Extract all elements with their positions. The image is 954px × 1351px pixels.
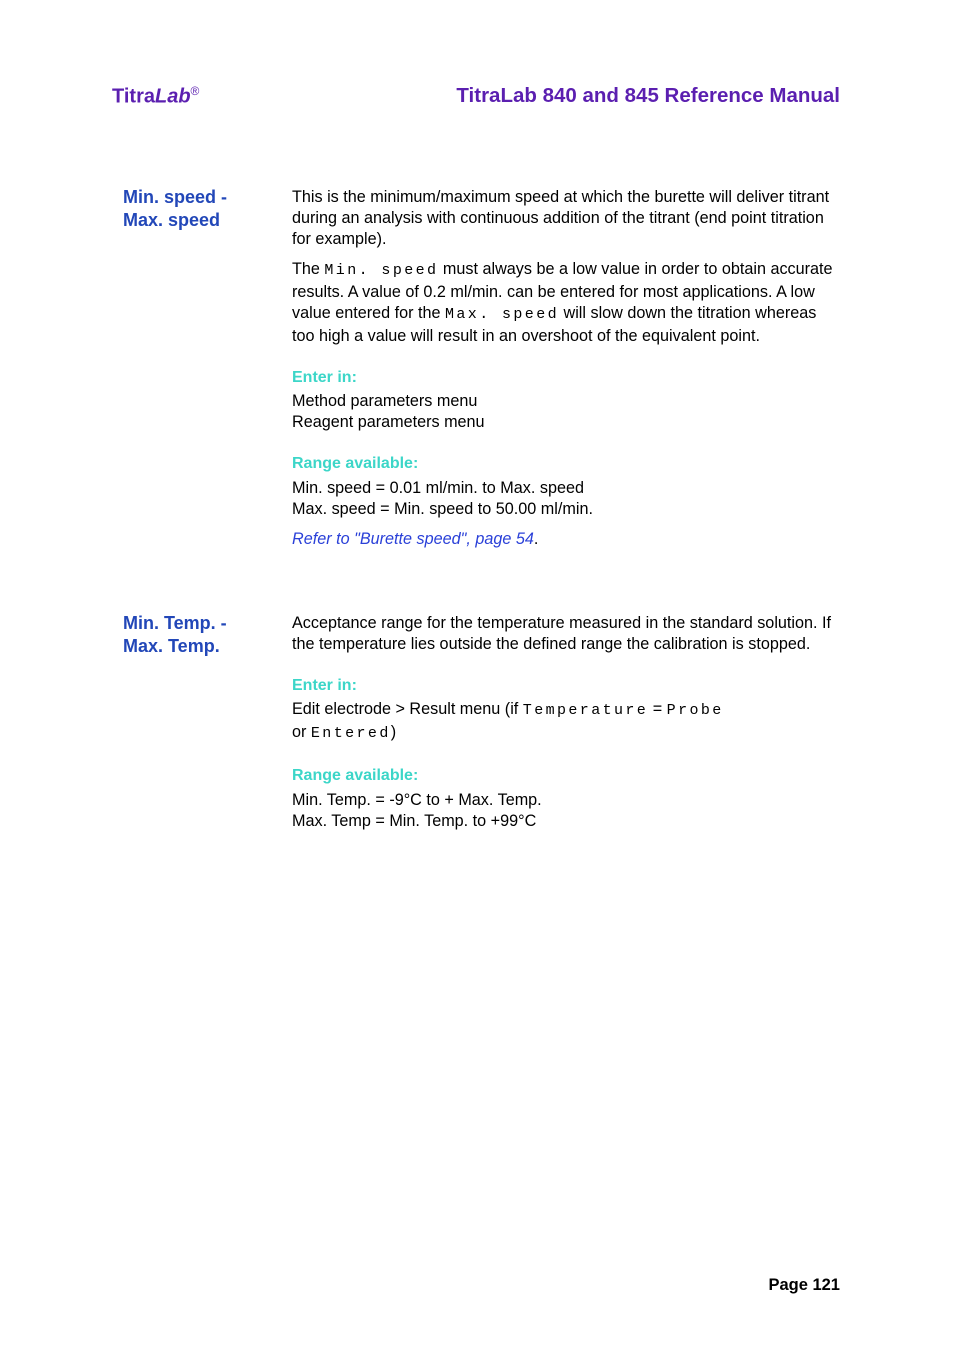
registered-mark: ® bbox=[190, 84, 200, 98]
section-heading-temp bbox=[123, 612, 283, 658]
enter-in-label: Enter in: bbox=[292, 368, 357, 386]
section-heading-speed bbox=[123, 186, 283, 232]
list-item: Max. Temp = Min. Temp. to +99°C bbox=[292, 811, 537, 830]
list-item bbox=[292, 722, 840, 745]
heading-line: Max. Temp. bbox=[123, 636, 220, 656]
range-label: Range available: bbox=[292, 454, 419, 472]
section-body-speed bbox=[292, 187, 840, 550]
code-probe: Probe bbox=[666, 702, 724, 720]
text-run: or bbox=[292, 723, 311, 742]
section-body-temp bbox=[292, 613, 840, 831]
list-item: Min. speed = 0.01 ml/min. to Max. speed bbox=[292, 478, 584, 497]
code-entered: Entered bbox=[310, 725, 391, 743]
heading-line: Min. Temp. - bbox=[123, 613, 227, 633]
list-item: Max. speed = Min. speed to 50.00 ml/min. bbox=[292, 499, 593, 518]
reference-line bbox=[292, 529, 840, 550]
list-item: Min. Temp. = -9°C to + Max. Temp. bbox=[292, 790, 542, 809]
manual-title: TitraLab 840 and 845 Reference Manual bbox=[456, 84, 840, 107]
reference-link[interactable]: Refer to "Burette speed", page 54 bbox=[292, 530, 534, 549]
brand-logo bbox=[112, 84, 199, 109]
list-item bbox=[292, 699, 840, 722]
code-temperature: Temperature bbox=[522, 702, 649, 720]
page-number: Page 121 bbox=[768, 1276, 840, 1294]
list-item: Reagent parameters menu bbox=[292, 413, 485, 432]
text-run: Edit electrode > Result menu (if bbox=[292, 700, 523, 719]
text-run: must always be a low value in order to obtain accurate results. A value of 0.2 ml/min. can be entered for most applications. A low value entered for the bbox=[292, 260, 833, 322]
enter-in-label: Enter in: bbox=[292, 676, 357, 694]
paragraph: This is the minimum/maximum speed at which the burette will deliver titrant during an analysis with continuous addition of the titrant (end point titration for example). bbox=[292, 188, 830, 248]
text-run: The bbox=[292, 260, 325, 279]
brand-italic: Lab bbox=[154, 85, 191, 108]
text-run: ) bbox=[390, 723, 397, 742]
paragraph: Acceptance range for the temperature measured in the standard solution. If the temperature lies outside the defined range the calibration is stopped. bbox=[292, 614, 832, 653]
list-item: Method parameters menu bbox=[292, 392, 478, 411]
text-run: = bbox=[648, 700, 667, 719]
code-max-speed: Max. speed bbox=[444, 305, 559, 323]
text-run: . bbox=[533, 530, 539, 549]
text-run: will slow down the titration whereas too high a value will result in an overshoot of the equivalent point. bbox=[292, 303, 817, 345]
code-min-speed: Min. speed bbox=[324, 262, 439, 280]
paragraph bbox=[292, 259, 840, 346]
brand-plain: Titra bbox=[112, 85, 155, 108]
heading-line: Min. speed - bbox=[123, 187, 228, 207]
range-label: Range available: bbox=[292, 766, 419, 784]
heading-line: Max. speed bbox=[123, 210, 221, 230]
